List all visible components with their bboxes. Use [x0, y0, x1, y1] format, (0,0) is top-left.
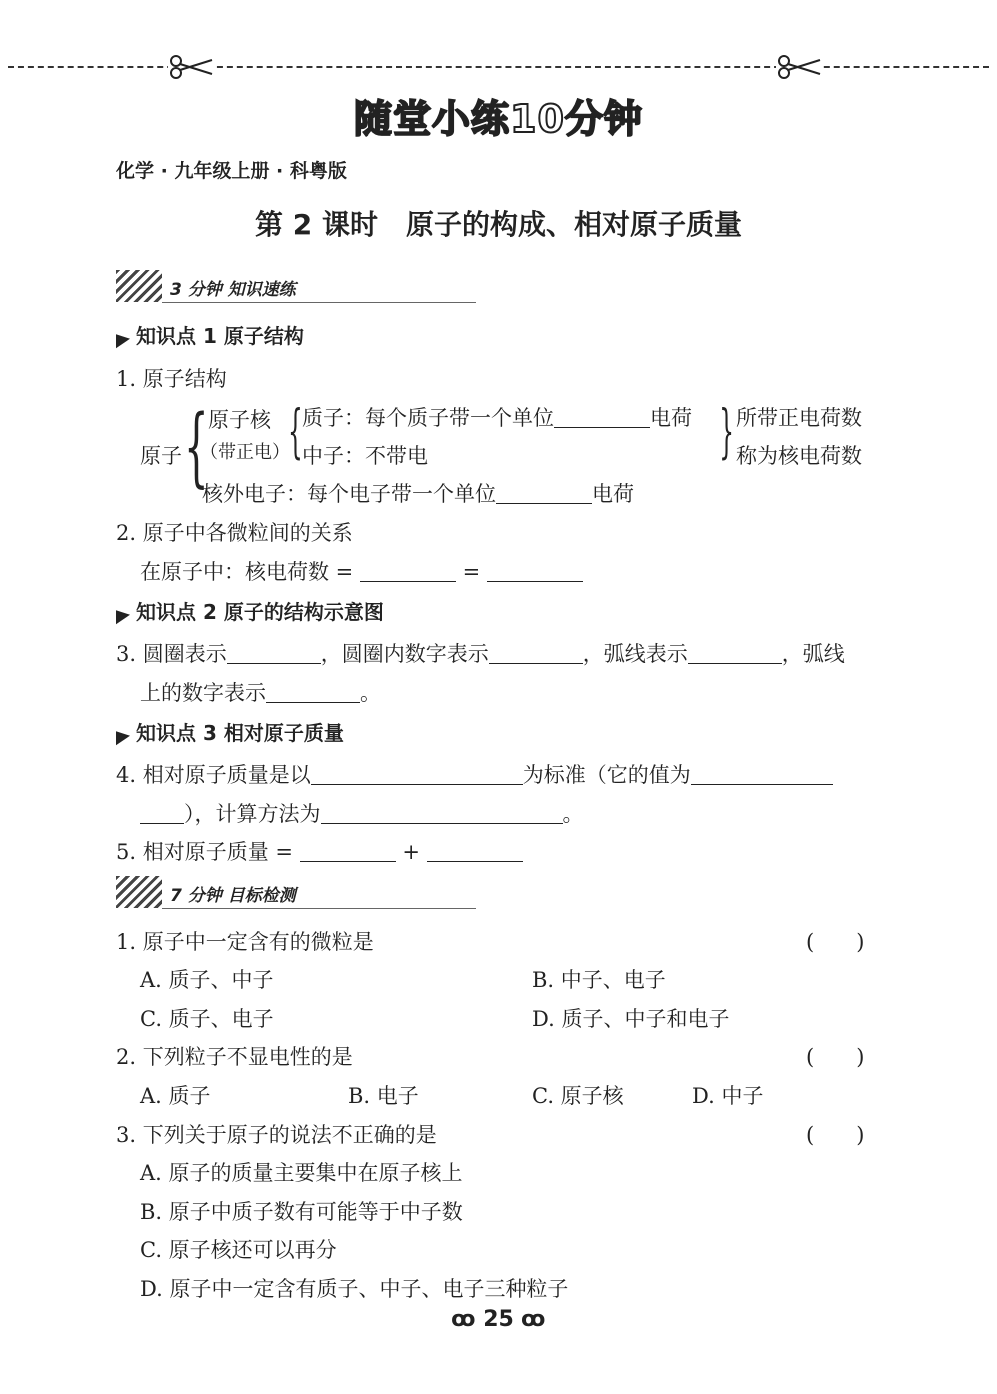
- arrow-icon: [116, 332, 130, 348]
- arrow-icon: [116, 608, 130, 624]
- knowledge-point-3: [116, 717, 344, 746]
- scissors-icon: [168, 54, 214, 80]
- question-3-line-2: 上的数字表示 。: [140, 681, 381, 705]
- neutron-line: 中子：不带电: [302, 444, 428, 468]
- page-number: 25: [483, 1307, 514, 1332]
- charge-note-1: 所带正电荷数: [736, 406, 862, 430]
- question-4-line-2: ），计算方法为 。: [140, 798, 584, 828]
- knowledge-point-2: [116, 596, 384, 625]
- blank[interactable]: [140, 802, 184, 824]
- charge-note-2: 称为核电荷数: [736, 444, 862, 468]
- scissors-icon: [776, 54, 822, 80]
- section-label: 7 分钟 目标检测: [170, 886, 296, 906]
- arrow-icon: [116, 729, 130, 745]
- stripes-decoration: [116, 876, 162, 908]
- question-title: 2. 原子中各微粒间的关系: [116, 521, 353, 545]
- section-label: 3 分钟 知识速练: [170, 280, 296, 300]
- option-b[interactable]: B. 电子: [348, 1084, 419, 1108]
- blank[interactable]: [300, 840, 396, 862]
- option-d[interactable]: D. 中子: [692, 1084, 764, 1108]
- blank[interactable]: [487, 560, 583, 582]
- answer-paren[interactable]: ( ): [806, 1123, 865, 1147]
- atom-label: 原子: [140, 444, 182, 468]
- blank[interactable]: [311, 763, 523, 785]
- lesson-title: 第 2 课时 原子的构成、相对原子质量: [255, 208, 742, 241]
- nucleus-note: （带正电）: [200, 442, 290, 463]
- blank[interactable]: [321, 802, 563, 824]
- stripes-decoration: [116, 270, 162, 302]
- option-a[interactable]: A. 质子: [140, 1084, 211, 1108]
- page-footer: [0, 1307, 997, 1332]
- nucleus-label: 原子核: [208, 408, 271, 432]
- divider: [162, 302, 476, 303]
- relation-line: 在原子中：核电荷数 = =: [140, 556, 583, 586]
- blank[interactable]: [227, 642, 321, 664]
- option-a[interactable]: A. 原子的质量主要集中在原子核上: [140, 1161, 463, 1185]
- test-3-stem: 3. 下列关于原子的说法不正确的是: [116, 1123, 437, 1147]
- question-5: 5. 相对原子质量 = +: [116, 836, 523, 866]
- question-4-line-1: 4. 相对原子质量是以 为标准（它的值为: [116, 759, 833, 789]
- knowledge-point-label: 知识点 1 原子结构: [136, 324, 304, 348]
- answer-paren[interactable]: ( ): [806, 930, 865, 954]
- blank[interactable]: [496, 482, 592, 504]
- proton-line: 质子：每个质子带一个单位 电荷: [302, 406, 692, 430]
- book-subtitle: 化学 · 九年级上册 · 科粤版: [116, 160, 347, 182]
- electron-line: 核外电子：每个电子带一个单位 电荷: [202, 482, 634, 506]
- knowledge-point-label: 知识点 2 原子的结构示意图: [136, 600, 384, 624]
- blank[interactable]: [266, 681, 360, 703]
- option-c[interactable]: C. 原子核还可以再分: [140, 1238, 337, 1262]
- option-b[interactable]: B. 原子中质子数有可能等于中子数: [140, 1200, 463, 1224]
- cut-line: [8, 66, 989, 68]
- ornament-left-icon: ꝏ: [451, 1307, 476, 1332]
- blank[interactable]: [360, 560, 456, 582]
- test-1-stem: 1. 原子中一定含有的微粒是: [116, 930, 374, 954]
- test-2-stem: 2. 下列粒子不显电性的是: [116, 1045, 353, 1069]
- blank[interactable]: [691, 763, 833, 785]
- banner-title: 随堂小练10分钟: [354, 97, 643, 141]
- option-b[interactable]: B. 中子、电子: [532, 968, 666, 992]
- blank[interactable]: [554, 406, 650, 428]
- option-c[interactable]: C. 质子、电子: [140, 1007, 274, 1031]
- left-brace: {: [184, 397, 209, 497]
- right-brace: {: [719, 397, 734, 465]
- inner-brace: {: [288, 397, 303, 465]
- option-c[interactable]: C. 原子核: [532, 1084, 624, 1108]
- answer-paren[interactable]: ( ): [806, 1045, 865, 1069]
- blank[interactable]: [688, 642, 782, 664]
- divider: [162, 908, 476, 909]
- knowledge-point-1: [116, 320, 304, 349]
- option-a[interactable]: A. 质子、中子: [140, 968, 274, 992]
- question-3-line-1: 3. 圆圈表示 ，圆圈内数字表示 ，弧线表示 ，弧线: [116, 642, 845, 666]
- knowledge-point-label: 知识点 3 相对原子质量: [136, 721, 344, 745]
- question-title: 1. 原子结构: [116, 367, 227, 391]
- option-d[interactable]: D. 质子、中子和电子: [532, 1007, 730, 1031]
- blank[interactable]: [489, 642, 583, 664]
- ornament-right-icon: ꝏ: [521, 1307, 546, 1332]
- blank[interactable]: [427, 840, 523, 862]
- option-d[interactable]: D. 原子中一定含有质子、中子、电子三种粒子: [140, 1277, 569, 1301]
